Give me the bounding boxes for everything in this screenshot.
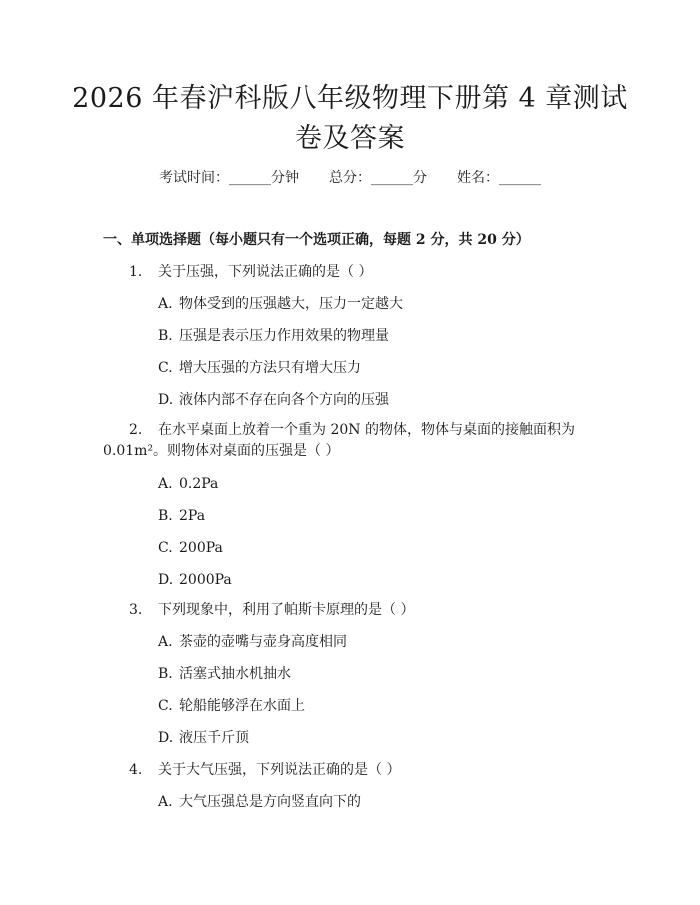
question-3 — [129, 600, 414, 620]
question-text: 下列现象中，利用了帕斯卡原理的是（ ） — [158, 602, 415, 618]
question-1-option-d — [158, 390, 389, 410]
question-number: 3. — [129, 602, 143, 618]
option-letter: B. — [158, 328, 173, 344]
question-4-option-a — [158, 792, 361, 812]
question-3-option-a — [158, 632, 347, 652]
question-2-option-a — [158, 474, 218, 494]
question-2-text-continued: 0.01m²。则物体对桌面的压强是（ ） — [103, 443, 340, 459]
question-2-option-d — [158, 570, 232, 590]
option-letter: C. — [158, 360, 173, 376]
option-text: 200Pa — [179, 540, 223, 556]
question-text: 关于压强，下列说法正确的是（ ） — [158, 264, 373, 280]
option-text: 轮船能够浮在水面上 — [179, 698, 305, 714]
question-text: 在水平桌面上放着一个重为 20N 的物体，物体与桌面的接触面积为 — [158, 422, 575, 438]
question-1-option-b — [158, 326, 389, 346]
option-letter: A. — [158, 476, 173, 492]
exam-time-field: 考试时间：______分钟 — [159, 170, 299, 186]
question-3-option-c — [158, 696, 305, 716]
question-2-option-c — [158, 538, 223, 558]
option-text: 压强是表示压力作用效果的物理量 — [179, 328, 389, 344]
question-4 — [129, 760, 400, 780]
option-text: 增大压强的方法只有增大压力 — [179, 360, 361, 376]
option-letter: B. — [158, 508, 173, 524]
question-1-option-a — [158, 294, 403, 314]
option-text: 2Pa — [179, 508, 206, 524]
option-text: 液体内部不存在向各个方向的压强 — [179, 392, 389, 408]
option-text: 茶壶的壶嘴与壶身高度相同 — [179, 634, 347, 650]
question-3-option-b — [158, 664, 291, 684]
question-number: 1. — [129, 264, 143, 280]
option-text: 液压千斤顶 — [179, 730, 249, 746]
option-letter: B. — [158, 666, 173, 682]
question-number: 4. — [129, 762, 143, 778]
option-letter: A. — [158, 296, 173, 312]
option-letter: D. — [158, 392, 174, 408]
student-name-field: 姓名：______ — [457, 170, 541, 186]
option-letter: A. — [158, 794, 173, 810]
option-text: 2000Pa — [179, 572, 232, 588]
question-2-option-b — [158, 506, 205, 526]
option-letter: D. — [158, 730, 174, 746]
option-text: 活塞式抽水机抽水 — [179, 666, 291, 682]
page-title-line-2: 卷及答案 — [295, 123, 405, 154]
question-3-option-d — [158, 728, 249, 748]
option-text: 物体受到的压强越大，压力一定越大 — [179, 296, 403, 312]
total-score-field: 总分：______分 — [329, 170, 427, 186]
option-text: 大气压强总是方向竖直向下的 — [179, 794, 361, 810]
option-letter: D. — [158, 572, 174, 588]
option-letter: C. — [158, 698, 173, 714]
option-letter: A. — [158, 634, 173, 650]
question-1-option-c — [158, 358, 361, 378]
question-text: 关于大气压强，下列说法正确的是（ ） — [158, 762, 401, 778]
question-1 — [129, 262, 372, 282]
option-letter: C. — [158, 540, 173, 556]
exam-info-row — [0, 168, 700, 188]
page-title-line-1: 2026 年春沪科版八年级物理下册第 4 章测试 — [72, 83, 628, 114]
question-2 — [129, 420, 575, 440]
option-text: 0.2Pa — [179, 476, 219, 492]
section-heading-single-choice: 一、单项选择题（每小题只有一个选项正确，每题 2 分，共 20 分） — [103, 232, 530, 248]
question-number: 2. — [129, 422, 143, 438]
